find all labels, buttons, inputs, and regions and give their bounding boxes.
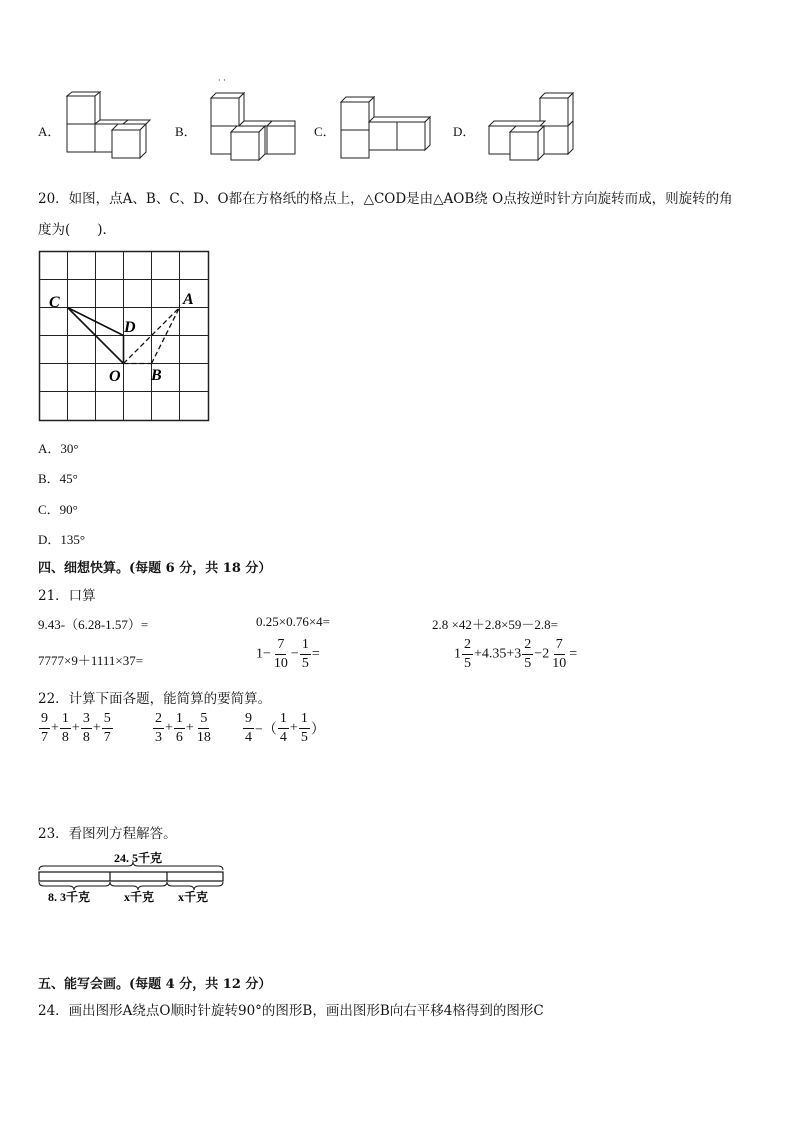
q22-expr-3: $\frac{9}{4}$ −（ $\frac{1}{4}$ + $\frac{1}{5}$ ） — [245, 711, 325, 745]
fraction: $\frac{1}{8}$ — [61, 711, 69, 745]
fraction: $\frac{9}{4}$ — [245, 711, 252, 745]
q20-choice-b[interactable]: B．45° — [38, 471, 78, 486]
fraction: $\frac{7}{10}$ — [552, 637, 567, 671]
section-5-heading: 五、能写会画。(每题 4 分，共 12 分） — [38, 977, 272, 992]
fraction: $\frac{5}{18}$ — [196, 711, 211, 745]
q20-choice-a[interactable]: A．30° — [38, 441, 79, 456]
rotation-grid-figure — [38, 250, 212, 424]
question-21-title: 21．口算 — [38, 588, 96, 604]
question-20-line2: 度为( )． — [38, 222, 117, 238]
point-o-label: O — [109, 368, 121, 385]
option-c-cube-figure — [336, 92, 436, 162]
fraction: $\frac{3}{8}$ — [82, 711, 90, 745]
fraction: $\frac{2}{5}$ — [464, 637, 471, 671]
fraction: $\frac{2}{3}$ — [155, 711, 162, 745]
option-c-letter[interactable]: C． — [314, 124, 336, 139]
segment-2-label: x千克 — [124, 890, 155, 904]
fraction: $\frac{7}{10}$ — [273, 637, 288, 671]
option-b-letter[interactable]: B． — [175, 124, 197, 139]
q21-expr-5: 1− $\frac{7}{10}$ − $\frac{1}{5}$ = — [256, 637, 320, 671]
option-d-cube-figure — [484, 88, 579, 163]
segment-3-label: x千克 — [178, 890, 209, 904]
segment-diagram — [36, 846, 232, 906]
segment-bar — [39, 872, 223, 881]
point-d-label: D — [124, 319, 136, 336]
fraction: $\frac{1}{5}$ — [300, 711, 308, 745]
question-22-title: 22．计算下面各题，能简算的要简算。 — [38, 691, 272, 707]
question-23-title: 23．看图列方程解答。 — [38, 826, 177, 842]
q21-expr-3: 2.8 ×42＋2.8×59－2.8= — [432, 617, 558, 632]
option-d-letter[interactable]: D． — [453, 124, 476, 139]
q21-expr-1: 9.43-（6.28-1.57）= — [38, 617, 149, 632]
question-20-line1: 20．如图，点A、B、C、D、O都在方格纸的格点上，△COD是由△AOB绕 O点按逆时针方向旋转而成，则旋转的角 — [38, 191, 733, 207]
point-a-label: A — [183, 291, 194, 308]
question-24-text: 24．画出图形A绕点O顺时针旋转90°的图形B，画出图形B向右平移4格得到的图形C — [38, 1003, 544, 1019]
fraction: $\frac{1}{6}$ — [175, 711, 183, 745]
q22-expr-2: $\frac{2}{3}$ + $\frac{1}{6}$ + $\frac{5}{18}$ — [155, 711, 211, 745]
point-b-label: B — [151, 367, 162, 384]
total-weight-label: 24. 5千克 — [114, 851, 163, 865]
fraction: $\frac{1}{4}$ — [279, 711, 287, 745]
q21-expr-4: 7777×9＋1111×37= — [38, 653, 144, 668]
option-b-cube-figure — [205, 88, 300, 163]
fraction: $\frac{2}{5}$ — [524, 637, 532, 671]
segment-1-label: 8. 3千克 — [48, 890, 91, 904]
point-c-label: C — [49, 294, 60, 311]
fraction: $\frac{1}{5}$ — [301, 637, 309, 671]
q20-choice-d[interactable]: D．135° — [38, 532, 86, 547]
option-a-letter[interactable]: A． — [38, 124, 61, 139]
stray-mark: · · — [218, 76, 226, 85]
q21-expr-6: 1 $\frac{2}{5}$ +4.35+3 $\frac{2}{5}$ −2 $\frac{7}{10}$ = — [454, 637, 578, 671]
q21-expr-2: 0.25×0.76×4= — [256, 614, 330, 629]
fraction: $\frac{9}{7}$ — [41, 711, 48, 745]
section-4-heading: 四、细想快算。(每题 6 分，共 18 分） — [38, 561, 272, 576]
option-a-cube-figure — [60, 88, 155, 163]
fraction: $\frac{5}{7}$ — [103, 711, 111, 745]
q20-choice-c[interactable]: C．90° — [38, 502, 78, 517]
q22-expr-1: $\frac{9}{7}$ + $\frac{1}{8}$ + $\frac{3}{8}$ + $\frac{5}{7}$ — [41, 711, 111, 745]
